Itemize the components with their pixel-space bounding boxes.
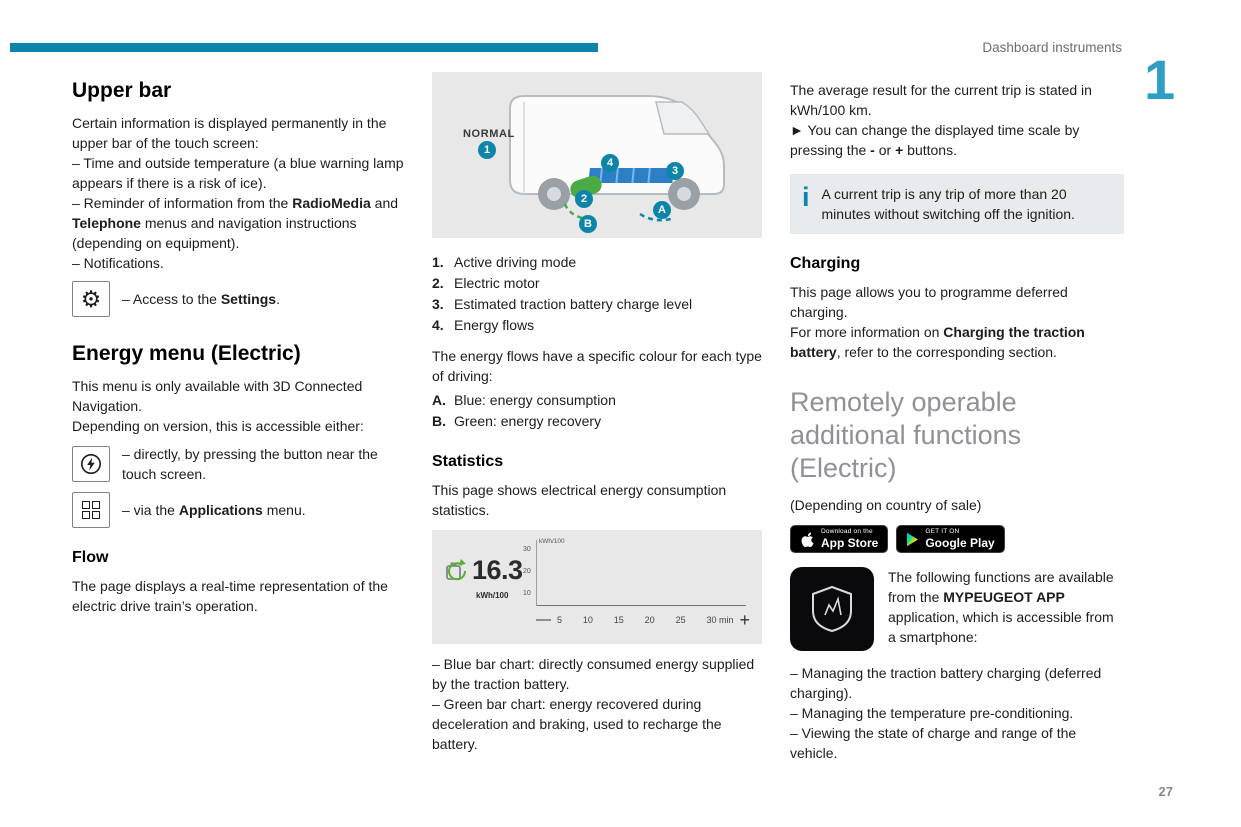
y-tick-label: 30 — [523, 546, 531, 553]
store-badges — [790, 525, 1124, 553]
stats-x-axis — [536, 610, 750, 630]
bolt-glyph — [80, 453, 102, 475]
text-segment: application, which is accessible from a smartphone: — [888, 609, 1114, 645]
list-item-notifications: – Notifications. — [72, 255, 164, 271]
badge-text — [821, 529, 878, 550]
y-tick-label: 10 — [523, 589, 531, 597]
diagram-badge-A: A — [653, 201, 671, 219]
paragraph-flow: The page displays a real-time representation of the electric drive train’s operation. — [72, 578, 388, 614]
legend-text: Energy flows — [454, 317, 535, 333]
legend-number: 4. — [432, 317, 444, 333]
x-tick-label: 25 — [675, 615, 686, 625]
header-accent-bar — [10, 43, 598, 52]
list-item-green-bars: – Green bar chart: energy recovered during deceleration and braking, used to recharge the battery. — [432, 696, 722, 752]
text-segment: ► You can change the displayed time scale by pressing the — [790, 122, 1080, 158]
heading-energy-menu: Energy menu (Electric) — [72, 342, 301, 365]
column-right — [790, 80, 1124, 763]
heading-remote-functions: Remotely operable additional functions (Electric) — [790, 387, 1022, 483]
flow-text: Blue: energy consumption — [454, 392, 616, 408]
list-item-manage-preconditioning: – Managing the temperature pre-conditioning. — [790, 705, 1074, 721]
badge-top-line: Download on the — [821, 527, 873, 535]
legend-text: Estimated traction battery charge level — [454, 296, 693, 312]
text-segment-bold: Settings — [220, 291, 277, 307]
google-play-icon — [906, 532, 919, 547]
x-tick-label: 30 min — [706, 615, 734, 625]
text-segment: and — [370, 195, 399, 211]
energy-bolt-icon — [72, 446, 110, 482]
legend-item — [432, 273, 766, 294]
x-tick-label: 10 — [582, 615, 593, 625]
settings-text — [122, 289, 280, 309]
badge-bottom-line: App Store — [821, 536, 879, 551]
text-segment: – Reminder of information from the — [72, 195, 293, 211]
app-store-badge[interactable] — [790, 525, 888, 553]
paragraph-energy-flows: The energy flows have a specific colour for each type of driving: — [432, 348, 762, 384]
heading-charging: Charging — [790, 255, 861, 272]
heading-flow: Flow — [72, 549, 109, 566]
paragraph-average-result: The average result for the current trip is stated in kWh/100 km. — [790, 82, 1092, 118]
consumption-bar-chart — [523, 538, 746, 606]
stats-bars — [537, 540, 746, 606]
paragraph-intro: Certain information is displayed permanently in the upper bar of the touch screen: — [72, 115, 387, 151]
legend-number: 2. — [432, 275, 444, 291]
average-consumption-value: 16.3 — [472, 554, 523, 585]
text-segment: . — [276, 291, 280, 307]
bolt-text: – directly, by pressing the button near the touch screen. — [122, 446, 378, 482]
flow-colour-list — [432, 390, 766, 432]
header-chapter-title: Dashboard instruments — [982, 40, 1122, 55]
page-number: 27 — [1158, 784, 1173, 799]
legend-item — [432, 252, 766, 273]
consumption-unit-label: kWh/100 — [476, 591, 509, 600]
text-segment-bold: Charging the traction battery — [790, 324, 1085, 360]
legend-text: Active driving mode — [454, 254, 577, 270]
text-segment-bold: Applications — [178, 502, 263, 518]
badge-top-line: GET IT ON — [925, 527, 960, 535]
legend-item — [432, 294, 766, 315]
paragraph-charging: This page allows you to programme deferred charging. — [790, 284, 1068, 320]
google-play-badge[interactable] — [896, 525, 1004, 553]
x-tick-label: 20 — [644, 615, 655, 625]
paragraph-time-scale — [790, 120, 1124, 160]
apps-grid-icon — [72, 492, 110, 528]
x-tick-label: 5 — [557, 615, 563, 625]
legend-text: Electric motor — [454, 275, 540, 291]
legend-number: 1. — [432, 254, 444, 270]
legend-item — [432, 315, 766, 336]
plus-button[interactable]: + — [739, 610, 750, 630]
paragraph-charging-reference — [790, 322, 1124, 362]
paragraph-statistics: This page shows electrical energy consumption statistics. — [432, 482, 727, 518]
y-axis-unit-label: kWh/100 — [539, 538, 565, 545]
column-middle — [432, 72, 766, 754]
diagram-badge-1: 1 — [478, 141, 496, 159]
diagram-badge-3: 3 — [666, 162, 684, 180]
flow-text: Green: energy recovery — [454, 413, 602, 429]
badge-bottom-line: Google Play — [925, 536, 995, 551]
driving-mode-label: NORMAL — [463, 128, 515, 140]
gear-icon — [72, 281, 110, 317]
peugeot-shield-icon — [809, 584, 855, 634]
chapter-number: 1 — [1144, 48, 1176, 111]
text-segment-bold: + — [895, 142, 904, 158]
peugeot-logo — [790, 567, 874, 651]
y-tick-label: 20 — [523, 567, 531, 575]
gear-glyph: ⚙ — [80, 285, 102, 312]
legend-number: 3. — [432, 296, 444, 312]
paragraph-energy-access: Depending on version, this is accessible either: — [72, 418, 364, 434]
text-segment: – via the — [122, 502, 179, 518]
heading-upper-bar: Upper bar — [72, 79, 172, 102]
text-segment: – Access to the — [122, 291, 221, 307]
heading-statistics: Statistics — [432, 453, 504, 470]
text-segment: menu. — [262, 502, 306, 518]
text-segment: For more information on — [790, 324, 944, 340]
diagram-badge-2: 2 — [575, 190, 593, 208]
text-segment: buttons. — [903, 142, 957, 158]
text-segment: , refer to the corresponding section. — [836, 344, 1057, 360]
text-segment: menus and navigation instructions (depending on equipment). — [72, 215, 357, 251]
settings-row — [72, 281, 406, 317]
mypeugeot-app-text — [888, 567, 1124, 651]
statistics-screen — [432, 530, 762, 644]
badge-text — [925, 529, 994, 550]
list-item-reminder — [72, 193, 406, 253]
flow-item — [432, 390, 766, 411]
applications-text — [122, 500, 306, 520]
x-tick-label: 15 — [613, 615, 624, 625]
apple-logo-icon — [800, 531, 815, 548]
grid-glyph — [82, 501, 100, 519]
paragraph-country-note: (Depending on country of sale) — [790, 497, 982, 513]
list-item-view-state: – Viewing the state of charge and range of the vehicle. — [790, 725, 1077, 761]
battery-recycle-icon — [440, 556, 468, 584]
applications-row — [72, 492, 406, 528]
flow-item — [432, 411, 766, 432]
text-segment-bold: Telephone — [72, 215, 141, 231]
info-callout — [790, 174, 1124, 234]
text-segment-bold: RadioMedia — [292, 195, 371, 211]
text-segment-bold: - — [870, 142, 875, 158]
diagram-badge-4: 4 — [601, 154, 619, 172]
text-segment: The following functions are available from the — [888, 569, 1114, 605]
column-left — [72, 78, 406, 616]
list-item-blue-bars: – Blue bar chart: directly consumed energy supplied by the traction battery. — [432, 656, 755, 692]
text-segment-bold: MYPEUGEOT APP — [943, 589, 1065, 605]
mypeugeot-app-block — [790, 567, 1124, 651]
paragraph-energy-availability: This menu is only available with 3D Connected Navigation. — [72, 378, 363, 414]
stats-x-labels — [551, 610, 739, 630]
van-energy-diagram — [432, 72, 762, 238]
diagram-badge-B: B — [579, 215, 597, 233]
energy-button-row — [72, 444, 406, 484]
list-item-manage-charging: – Managing the traction battery charging (deferred charging). — [790, 665, 1102, 701]
text-segment: or — [874, 142, 896, 158]
flow-letter: A. — [432, 392, 446, 408]
info-text: A current trip is any trip of more than 20 minutes without switching off the ignition. — [821, 186, 1075, 222]
list-item-time: – Time and outside temperature (a blue warning lamp appears if there is a risk of ice). — [72, 155, 404, 191]
stats-value-block — [440, 556, 523, 584]
diagram-legend-list — [432, 252, 766, 336]
flow-letter: B. — [432, 413, 446, 429]
info-icon: i — [802, 182, 810, 212]
minus-button[interactable]: — — [536, 611, 551, 628]
